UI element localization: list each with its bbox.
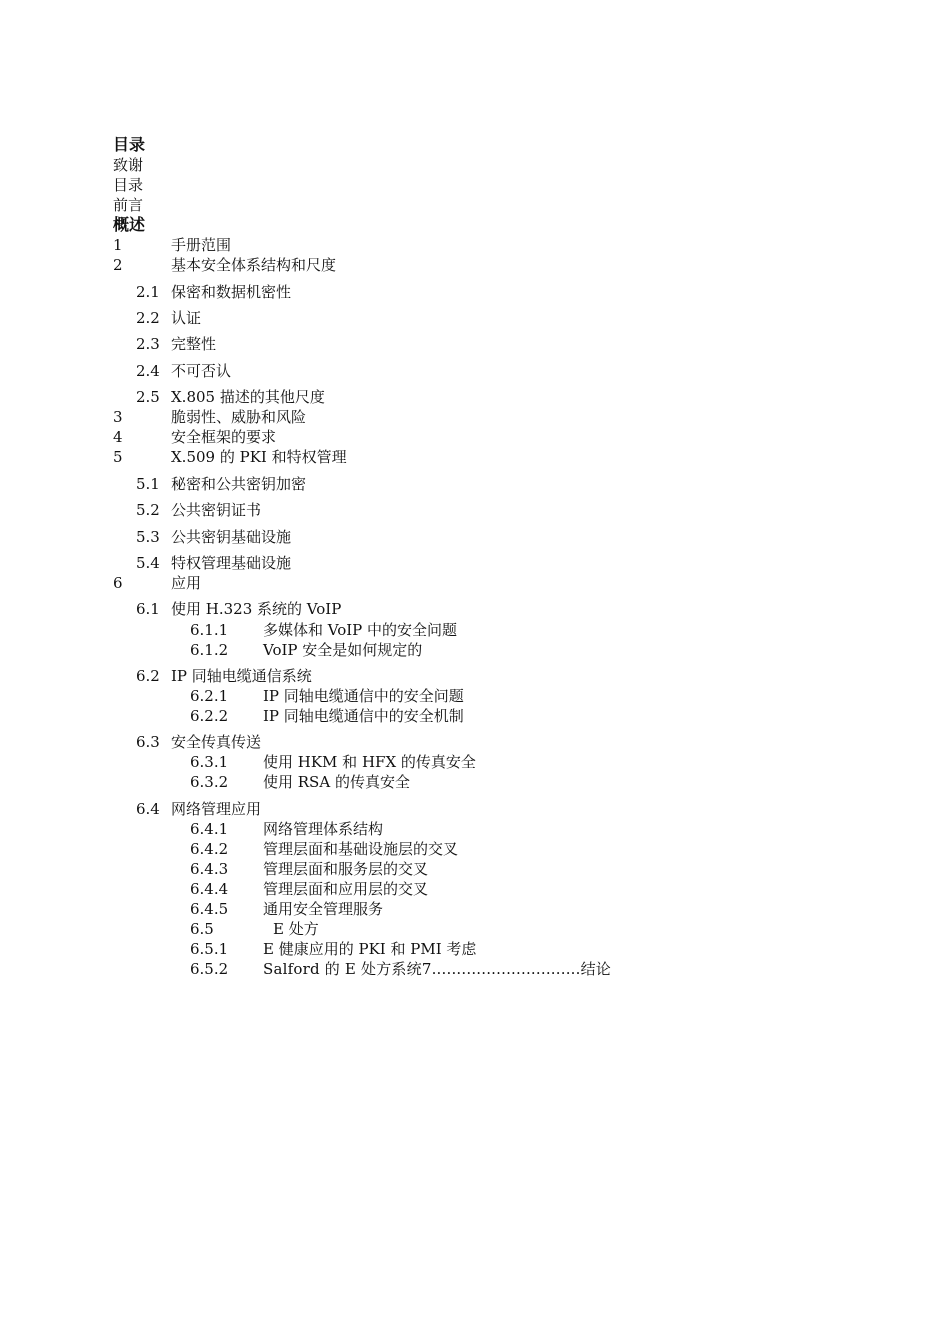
toc-entry-text: E 处方 (273, 920, 319, 938)
toc-entry-num: 2.1 (136, 283, 160, 301)
toc-entry-text: 管理层面和应用层的交叉 (263, 880, 429, 898)
toc-entry-num: 5.1 (136, 475, 160, 493)
toc-entry-text: 安全传真传送 (171, 733, 262, 751)
toc-entry-text: E 健康应用的 PKI 和 PMI 考虑 (263, 940, 477, 958)
toc-entry-num: 6.5.2 (190, 960, 229, 978)
toc-entry-num: 6.3 (136, 733, 160, 751)
toc-entry-text: 网络管理体系结构 (263, 820, 384, 838)
toc-entry-num: 4 (113, 428, 123, 446)
toc-entry-num: 6.4.2 (190, 840, 229, 858)
toc-entry-text: 完整性 (171, 335, 217, 353)
toc-entry-text: 公共密钥证书 (171, 501, 262, 519)
toc-entry-num: 6 (113, 574, 123, 592)
toc-entry-text: 通用安全管理服务 (263, 900, 384, 918)
toc-entry-num: 2.4 (136, 362, 160, 380)
toc-entry-text: 应用 (171, 574, 202, 592)
toc-entry-num: 6.1.1 (190, 621, 229, 639)
toc-entry-num: 5.2 (136, 501, 160, 519)
toc-entry-num: 6.2.2 (190, 707, 229, 725)
toc-entry-text: 管理层面和基础设施层的交叉 (263, 840, 459, 858)
toc-entry-text: 使用 HKM 和 HFX 的传真安全 (263, 753, 476, 771)
toc-entry-text: IP 同轴电缆通信系统 (171, 667, 312, 685)
toc-entry-text: X.509 的 PKI 和特权管理 (171, 448, 347, 466)
toc-entry-num: 6.4.4 (190, 880, 229, 898)
toc-entry-text: 公共密钥基础设施 (171, 528, 292, 546)
toc-entry-num: 5.3 (136, 528, 160, 546)
toc-entry-text: 保密和数据机密性 (171, 283, 292, 301)
toc-front-contents: 目录 (113, 176, 144, 194)
toc-entry-text: VoIP 安全是如何规定的 (263, 641, 423, 659)
toc-entry-text: 使用 H.323 系统的 VoIP (171, 600, 342, 618)
toc-entry-text: IP 同轴电缆通信中的安全问题 (263, 687, 464, 705)
toc-entry-text: 网络管理应用 (171, 800, 262, 818)
toc-entry-num: 6.2 (136, 667, 160, 685)
toc-entry-num: 5.4 (136, 554, 160, 572)
toc-entry-text: 特权管理基础设施 (171, 554, 292, 572)
toc-entry-num: 2.3 (136, 335, 160, 353)
toc-entry-text: 秘密和公共密钥加密 (171, 475, 307, 493)
toc-entry-num: 6.3.2 (190, 773, 229, 791)
toc-entry-num: 2.5 (136, 388, 160, 406)
toc-front-acknowledgements: 致谢 (113, 156, 144, 174)
toc-entry-text: 基本安全体系结构和尺度 (171, 256, 337, 274)
toc-entry-num: 6.4.3 (190, 860, 229, 878)
toc-entry-text: IP 同轴电缆通信中的安全机制 (263, 707, 464, 725)
toc-entry-num: 5 (113, 448, 123, 466)
toc-entry-num: 2.2 (136, 309, 160, 327)
toc-entry-num: 6.1.2 (190, 641, 229, 659)
toc-title: 目录 (113, 135, 146, 154)
toc-entry-num: 3 (113, 408, 123, 426)
toc-entry-num: 1 (113, 236, 123, 254)
toc-entry-num: 6.2.1 (190, 687, 229, 705)
toc-entry-text: 安全框架的要求 (171, 428, 277, 446)
toc-entry-text: 手册范围 (171, 236, 232, 254)
toc-entry-num: 6.5.1 (190, 940, 229, 958)
toc-entry-text: 管理层面和服务层的交叉 (263, 860, 429, 878)
toc-entry-text: 认证 (171, 309, 202, 327)
toc-entry-text: 脆弱性、威胁和风险 (171, 408, 307, 426)
toc-entry-text: X.805 描述的其他尺度 (171, 388, 325, 406)
toc-entry-text: Salford 的 E 处方系统7..............................结论 (263, 960, 612, 978)
toc-front-preface: 前言 (113, 196, 144, 214)
toc-entry-num: 6.4.1 (190, 820, 229, 838)
toc-entry-text: 多媒体和 VoIP 中的安全问题 (263, 621, 458, 639)
toc-entry-num: 6.1 (136, 600, 160, 618)
toc-entry-num: 6.3.1 (190, 753, 229, 771)
toc-entry-num: 6.4 (136, 800, 160, 818)
toc-entry-num: 6.4.5 (190, 900, 229, 918)
toc-entry-num: 2 (113, 256, 123, 274)
toc-entry-text: 不可否认 (171, 362, 232, 380)
toc-entry-num: 6.5 (190, 920, 214, 938)
toc-overview: 概述 (113, 215, 146, 234)
toc-entry-text: 使用 RSA 的传真安全 (263, 773, 410, 791)
